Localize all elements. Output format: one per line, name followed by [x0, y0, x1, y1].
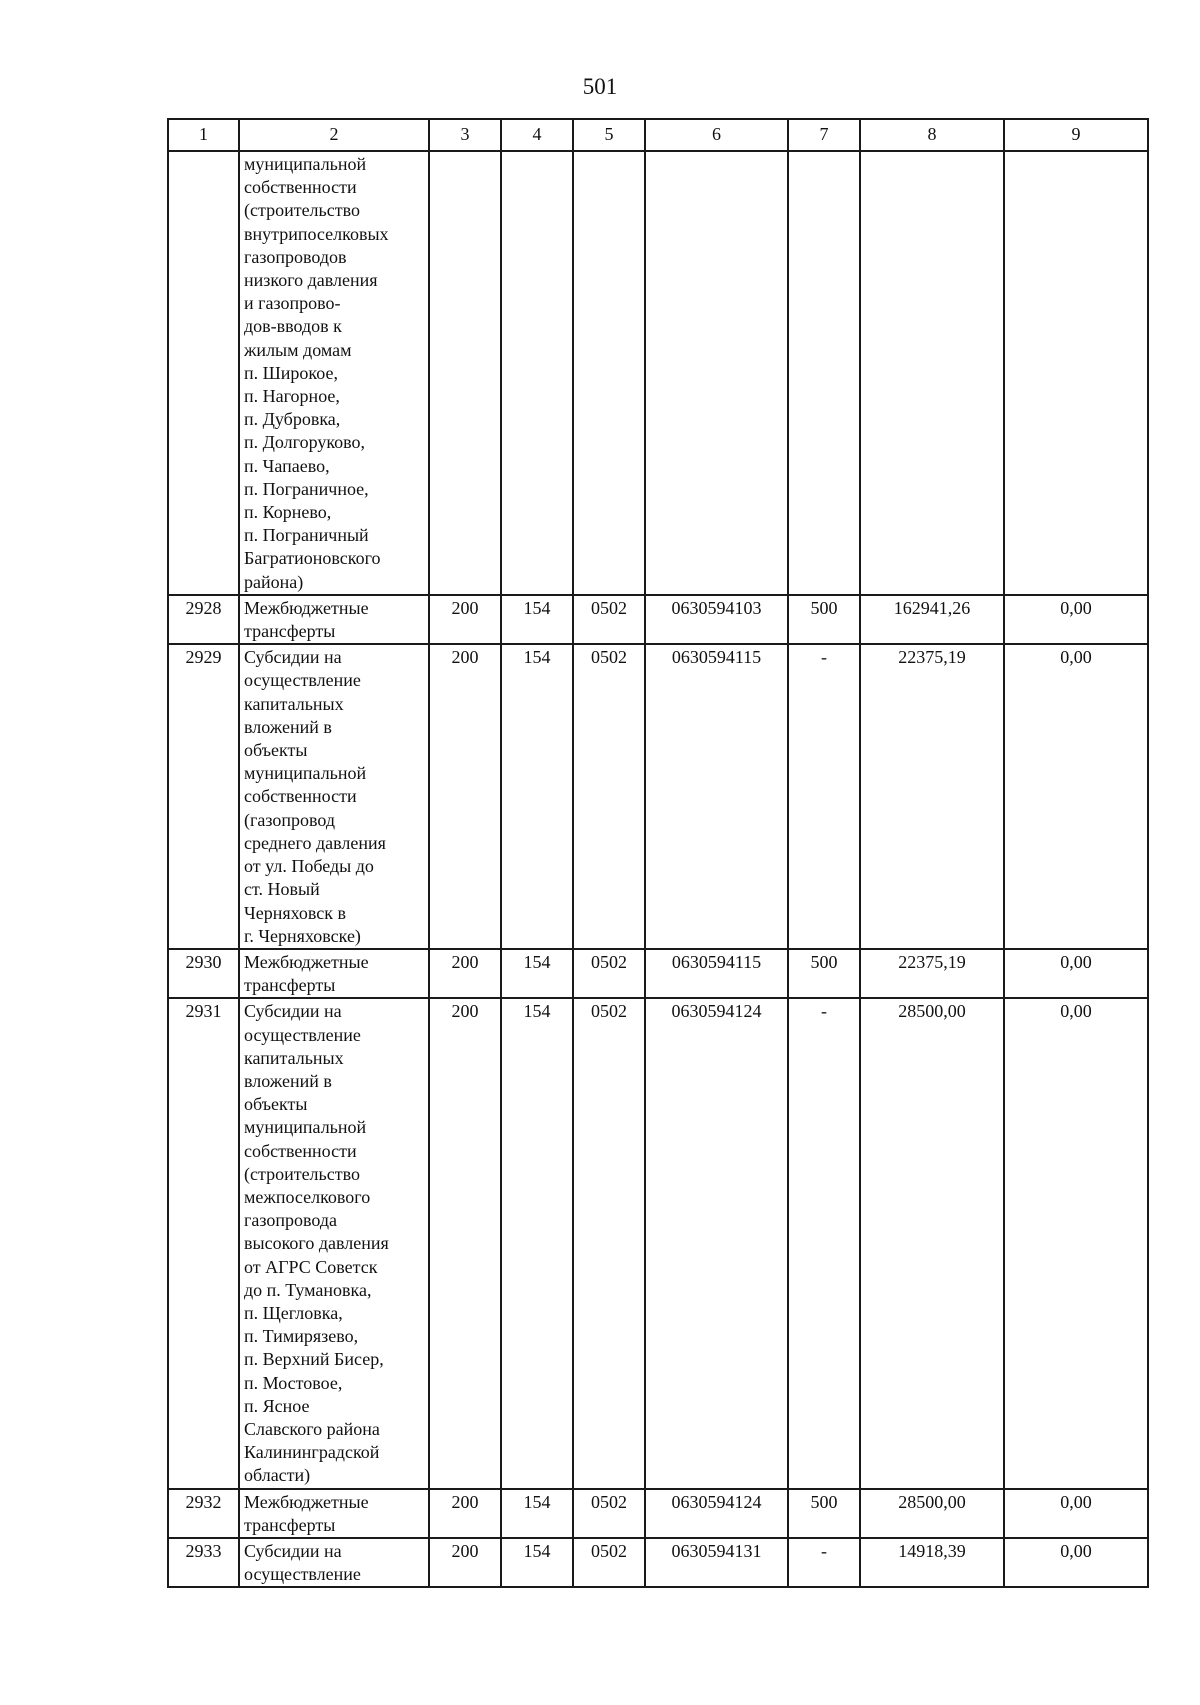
item-name-line: ст. Новый — [244, 879, 320, 900]
item-name-line: трансферты — [244, 621, 336, 642]
item-name-line: трансферты — [244, 975, 336, 996]
code-cell — [645, 151, 788, 595]
amount-cell — [1004, 151, 1148, 595]
item-name-line: Черняховск в — [244, 902, 347, 923]
item-name-line: объекты — [244, 1094, 308, 1115]
item-name-cell — [239, 595, 429, 644]
code-cell: 0630594115 — [645, 949, 788, 998]
code-cell — [429, 151, 501, 595]
code-cell: 0502 — [573, 998, 645, 1488]
row-number-cell: 2929 — [168, 644, 239, 949]
item-name-cell — [239, 949, 429, 998]
item-name-line: п. Пограничное, — [244, 478, 369, 499]
code-cell: 0630594131 — [645, 1538, 788, 1587]
code-cell: 200 — [429, 644, 501, 949]
code-cell: 200 — [429, 595, 501, 644]
table-row — [168, 1489, 1148, 1538]
row-number-cell: 2931 — [168, 998, 239, 1488]
item-name-line: жилым домам — [244, 339, 352, 360]
column-header: 7 — [788, 119, 860, 151]
item-name-line: от ул. Победы до — [244, 856, 374, 877]
amount-cell: 28500,00 — [860, 1489, 1004, 1538]
item-name-line: межпоселкового — [244, 1186, 371, 1207]
item-name-line: (газопровод — [244, 809, 336, 830]
code-cell: 500 — [788, 595, 860, 644]
item-name-line: (строительство — [244, 1163, 360, 1184]
amount-cell: 22375,19 — [860, 644, 1004, 949]
item-name-line: осуществление — [244, 1024, 361, 1045]
item-name-line: вложений в — [244, 1070, 332, 1091]
code-cell: 0630594103 — [645, 595, 788, 644]
row-number-cell: 2932 — [168, 1489, 239, 1538]
column-header: 9 — [1004, 119, 1148, 151]
item-name-line: п. Долгоруково, — [244, 432, 366, 453]
item-name-line: от АГРС Советск — [244, 1256, 378, 1277]
code-cell: 154 — [501, 1538, 573, 1587]
item-name-line: Субсидии на — [244, 1001, 342, 1022]
table-header-row — [168, 119, 1148, 151]
column-header: 1 — [168, 119, 239, 151]
code-cell: 200 — [429, 998, 501, 1488]
code-cell: 0630594124 — [645, 998, 788, 1488]
table-row — [168, 151, 1148, 595]
code-cell: 200 — [429, 1489, 501, 1538]
item-name-line: газопровода — [244, 1210, 338, 1231]
code-cell: 0502 — [573, 1489, 645, 1538]
item-name-line: п. Чапаево, — [244, 455, 330, 476]
item-name-line: до п. Тумановка, — [244, 1279, 372, 1300]
code-cell: 0502 — [573, 1538, 645, 1587]
code-cell: 200 — [429, 949, 501, 998]
item-name-line: собственности — [244, 177, 357, 198]
code-cell: 500 — [788, 949, 860, 998]
code-cell: 0630594124 — [645, 1489, 788, 1538]
item-name-line: Межбюджетные — [244, 1491, 369, 1512]
item-name-line: трансферты — [244, 1514, 336, 1535]
item-name-line: осуществление — [244, 670, 361, 691]
item-name-line: высокого давления — [244, 1233, 389, 1254]
amount-cell: 0,00 — [1004, 998, 1148, 1488]
item-name-line: газопроводов — [244, 246, 347, 267]
page-number: 501 — [582, 74, 618, 99]
row-number-cell: 2928 — [168, 595, 239, 644]
amount-cell: 22375,19 — [860, 949, 1004, 998]
item-name-line: (строительство — [244, 200, 360, 221]
item-name-line: осуществление — [244, 1564, 361, 1585]
column-header: 5 — [573, 119, 645, 151]
item-name-line: Межбюджетные — [244, 951, 369, 972]
code-cell: 500 — [788, 1489, 860, 1538]
item-name-line: п. Ясное — [244, 1395, 310, 1416]
code-cell — [788, 151, 860, 595]
code-cell: 154 — [501, 949, 573, 998]
item-name-line: Субсидии на — [244, 1540, 342, 1561]
item-name-line: п. Нагорное, — [244, 386, 340, 407]
item-name-line: п. Верхний Бисер, — [244, 1349, 384, 1370]
item-name-line: п. Пограничный — [244, 525, 369, 546]
column-header: 6 — [645, 119, 788, 151]
amount-cell: 0,00 — [1004, 595, 1148, 644]
item-name-line: Славского района — [244, 1418, 380, 1439]
table-row — [168, 949, 1148, 998]
item-name-line: низкого давления — [244, 270, 378, 291]
column-header: 8 — [860, 119, 1004, 151]
item-name-cell — [239, 151, 429, 595]
code-cell: 154 — [501, 998, 573, 1488]
column-header: 2 — [239, 119, 429, 151]
item-name-line: п. Корнево, — [244, 502, 332, 523]
item-name-cell — [239, 644, 429, 949]
item-name-line: муниципальной — [244, 154, 367, 174]
item-name-line: района) — [244, 571, 304, 592]
item-name-line: дов-вводов к — [244, 316, 342, 337]
item-name-line: вложений в — [244, 716, 332, 737]
item-name-line: внутрипоселковых — [244, 223, 389, 244]
amount-cell: 28500,00 — [860, 998, 1004, 1488]
amount-cell: 14918,39 — [860, 1538, 1004, 1587]
row-number-cell: 2933 — [168, 1538, 239, 1587]
item-name-line: и газопрово- — [244, 293, 341, 314]
item-name-line: п. Мостовое, — [244, 1372, 343, 1393]
row-number-cell — [168, 151, 239, 595]
code-cell: - — [788, 644, 860, 949]
column-header: 3 — [429, 119, 501, 151]
item-name-line: муниципальной — [244, 763, 367, 784]
code-cell: 154 — [501, 595, 573, 644]
item-name-line: Калининградской — [244, 1442, 380, 1463]
amount-cell: 0,00 — [1004, 1538, 1148, 1587]
item-name-line: п. Широкое, — [244, 362, 338, 383]
item-name-line: Багратионовского — [244, 548, 381, 569]
item-name-line: капитальных — [244, 1047, 344, 1068]
code-cell: 0502 — [573, 644, 645, 949]
item-name-line: г. Черняховске) — [244, 925, 361, 946]
item-name-cell — [239, 1489, 429, 1538]
amount-cell: 162941,26 — [860, 595, 1004, 644]
code-cell: 154 — [501, 644, 573, 949]
table-row — [168, 998, 1148, 1488]
item-name-line: п. Щегловка, — [244, 1302, 343, 1323]
table-body — [168, 151, 1148, 1587]
budget-table — [167, 118, 1149, 1588]
item-name-line: среднего давления — [244, 832, 386, 853]
table-row — [168, 644, 1148, 949]
item-name-line: объекты — [244, 740, 308, 761]
amount-cell: 0,00 — [1004, 949, 1148, 998]
code-cell: - — [788, 1538, 860, 1587]
item-name-line: муниципальной — [244, 1117, 367, 1138]
amount-cell: 0,00 — [1004, 644, 1148, 949]
table-row — [168, 595, 1148, 644]
code-cell: 0502 — [573, 595, 645, 644]
code-cell — [501, 151, 573, 595]
item-name-cell — [239, 998, 429, 1488]
item-name-line: собственности — [244, 786, 357, 807]
row-number-cell: 2930 — [168, 949, 239, 998]
table-row — [168, 1538, 1148, 1587]
item-name-line: области) — [244, 1465, 311, 1486]
item-name-line: Межбюджетные — [244, 597, 369, 618]
code-cell — [573, 151, 645, 595]
item-name-line: п. Дубровка, — [244, 409, 341, 430]
code-cell: 154 — [501, 1489, 573, 1538]
amount-cell: 0,00 — [1004, 1489, 1148, 1538]
code-cell: - — [788, 998, 860, 1488]
item-name-line: капитальных — [244, 693, 344, 714]
code-cell: 200 — [429, 1538, 501, 1587]
column-header: 4 — [501, 119, 573, 151]
code-cell: 0502 — [573, 949, 645, 998]
code-cell: 0630594115 — [645, 644, 788, 949]
item-name-line: Субсидии на — [244, 647, 342, 668]
item-name-line: собственности — [244, 1140, 357, 1161]
item-name-line: п. Тимирязево, — [244, 1326, 359, 1347]
item-name-cell — [239, 1538, 429, 1587]
amount-cell — [860, 151, 1004, 595]
